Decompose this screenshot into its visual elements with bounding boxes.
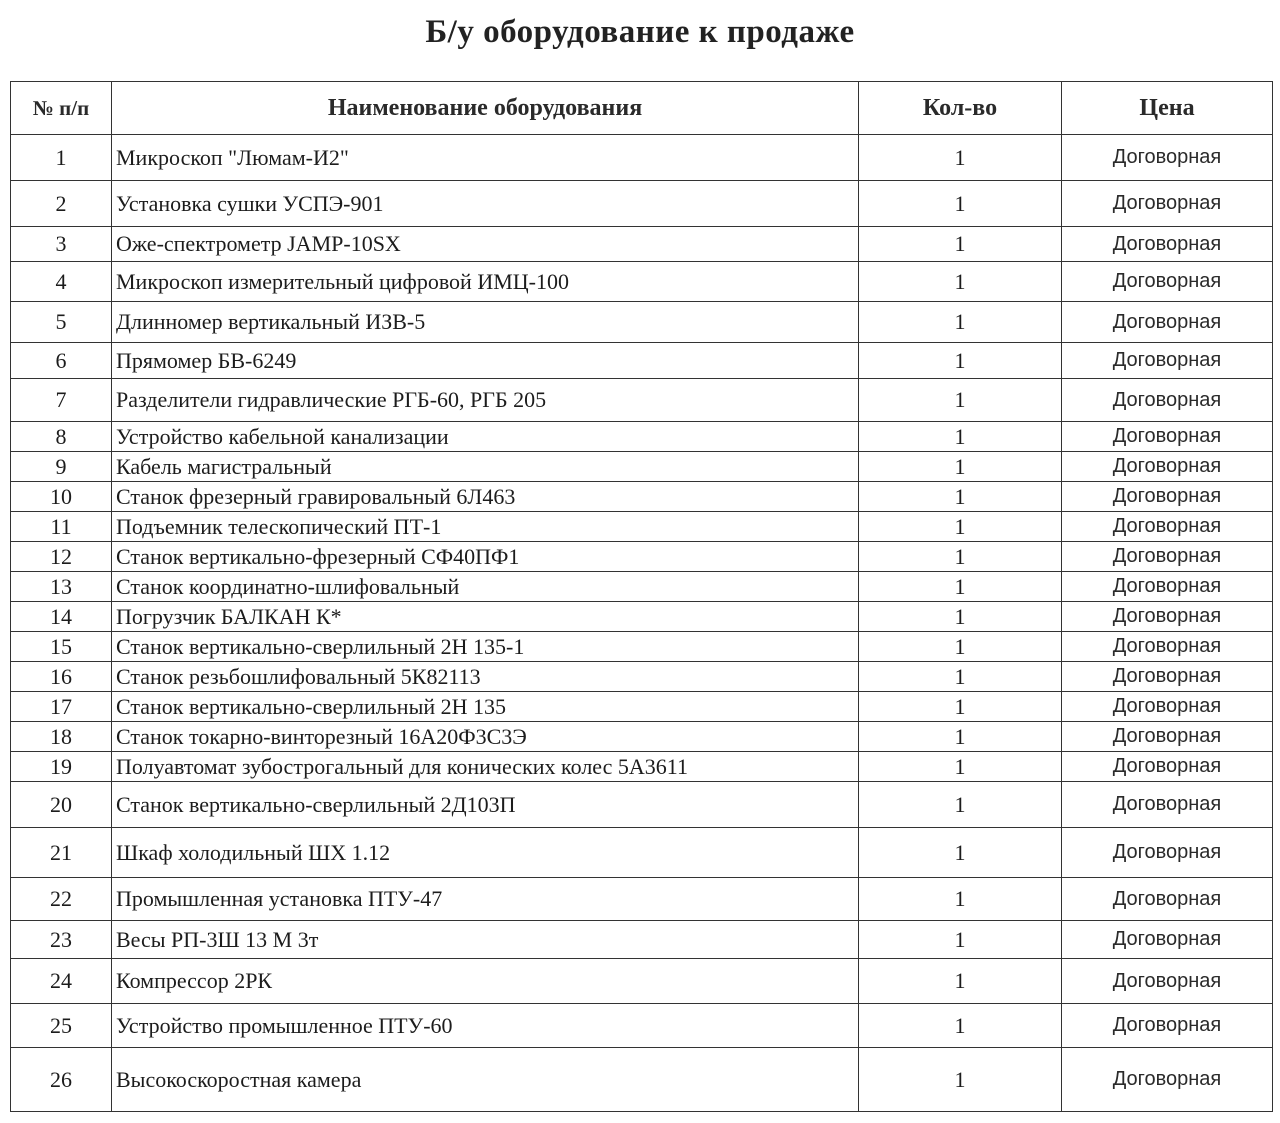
row-name-cell: Полуавтомат зубострогальный для конических колес 5А3611 (112, 752, 859, 782)
row-name-cell: Станок токарно-винторезный 16А20Ф3С3Э (112, 722, 859, 752)
table-row (11, 181, 1273, 227)
row-price-cell: Договорная (1062, 632, 1273, 662)
row-number-cell: 16 (11, 662, 112, 692)
row-name-cell: Шкаф холодильный ШХ 1.12 (112, 828, 859, 878)
row-number-cell: 18 (11, 722, 112, 752)
row-name-cell: Длинномер вертикальный ИЗВ-5 (112, 302, 859, 343)
table-header-row (11, 82, 1273, 135)
row-qty-cell: 1 (859, 512, 1062, 542)
table-row (11, 482, 1273, 512)
table-row (11, 1048, 1273, 1112)
row-number-cell: 12 (11, 542, 112, 572)
row-number-cell: 25 (11, 1004, 112, 1048)
header-qty: Кол-во (859, 82, 1062, 135)
table-row (11, 512, 1273, 542)
row-number-cell: 2 (11, 181, 112, 227)
row-qty-cell: 1 (859, 692, 1062, 722)
row-number-cell: 4 (11, 262, 112, 302)
table-row (11, 135, 1273, 181)
equipment-table (10, 81, 1273, 1112)
row-price-cell: Договорная (1062, 1048, 1273, 1112)
table-row (11, 921, 1273, 959)
row-qty-cell: 1 (859, 572, 1062, 602)
table-row (11, 262, 1273, 302)
row-number-cell: 5 (11, 302, 112, 343)
row-price-cell: Договорная (1062, 572, 1273, 602)
row-qty-cell: 1 (859, 662, 1062, 692)
row-number-cell: 14 (11, 602, 112, 632)
row-qty-cell: 1 (859, 227, 1062, 262)
table-row (11, 452, 1273, 482)
table-row (11, 227, 1273, 262)
row-price-cell: Договорная (1062, 452, 1273, 482)
table-row (11, 752, 1273, 782)
table-row (11, 782, 1273, 828)
header-name: Наименование оборудования (112, 82, 859, 135)
row-name-cell: Станок фрезерный гравировальный 6Л463 (112, 482, 859, 512)
row-name-cell: Прямомер БВ-6249 (112, 343, 859, 379)
row-price-cell: Договорная (1062, 302, 1273, 343)
row-qty-cell: 1 (859, 422, 1062, 452)
row-name-cell: Кабель магистральный (112, 452, 859, 482)
row-name-cell: Оже-спектрометр JAMP-10SX (112, 227, 859, 262)
row-number-cell: 24 (11, 959, 112, 1004)
row-price-cell: Договорная (1062, 662, 1273, 692)
row-qty-cell: 1 (859, 135, 1062, 181)
row-qty-cell: 1 (859, 262, 1062, 302)
row-qty-cell: 1 (859, 782, 1062, 828)
row-qty-cell: 1 (859, 379, 1062, 422)
row-number-cell: 22 (11, 878, 112, 921)
row-number-cell: 6 (11, 343, 112, 379)
row-number-cell: 10 (11, 482, 112, 512)
row-name-cell: Станок вертикально-фрезерный СФ40ПФ1 (112, 542, 859, 572)
row-qty-cell: 1 (859, 959, 1062, 1004)
row-qty-cell: 1 (859, 343, 1062, 379)
row-qty-cell: 1 (859, 1048, 1062, 1112)
table-row (11, 542, 1273, 572)
row-price-cell: Договорная (1062, 1004, 1273, 1048)
table-row (11, 602, 1273, 632)
row-name-cell: Разделители гидравлические РГБ-60, РГБ 205 (112, 379, 859, 422)
row-qty-cell: 1 (859, 1004, 1062, 1048)
row-price-cell: Договорная (1062, 482, 1273, 512)
row-number-cell: 3 (11, 227, 112, 262)
row-name-cell: Устройство промышленное ПТУ-60 (112, 1004, 859, 1048)
row-price-cell: Договорная (1062, 692, 1273, 722)
row-qty-cell: 1 (859, 302, 1062, 343)
row-name-cell: Промышленная установка ПТУ-47 (112, 878, 859, 921)
row-price-cell: Договорная (1062, 343, 1273, 379)
row-qty-cell: 1 (859, 722, 1062, 752)
row-name-cell: Микроскоп "Люмам-И2" (112, 135, 859, 181)
row-price-cell: Договорная (1062, 782, 1273, 828)
row-name-cell: Компрессор 2РК (112, 959, 859, 1004)
page-title: Б/у оборудование к продаже (425, 14, 855, 50)
row-qty-cell: 1 (859, 542, 1062, 572)
row-price-cell: Договорная (1062, 959, 1273, 1004)
row-number-cell: 17 (11, 692, 112, 722)
table-row (11, 302, 1273, 343)
row-name-cell: Высокоскоростная камера (112, 1048, 859, 1112)
row-qty-cell: 1 (859, 602, 1062, 632)
row-number-cell: 1 (11, 135, 112, 181)
row-price-cell: Договорная (1062, 227, 1273, 262)
row-price-cell: Договорная (1062, 722, 1273, 752)
row-qty-cell: 1 (859, 921, 1062, 959)
row-qty-cell: 1 (859, 482, 1062, 512)
row-name-cell: Станок вертикально-сверлильный 2Н 135-1 (112, 632, 859, 662)
row-number-cell: 23 (11, 921, 112, 959)
row-number-cell: 7 (11, 379, 112, 422)
row-price-cell: Договорная (1062, 379, 1273, 422)
row-name-cell: Станок вертикально-сверлильный 2Д103П (112, 782, 859, 828)
row-price-cell: Договорная (1062, 422, 1273, 452)
table-row (11, 422, 1273, 452)
table-row (11, 722, 1273, 752)
row-name-cell: Погрузчик БАЛКАН К* (112, 602, 859, 632)
row-price-cell: Договорная (1062, 921, 1273, 959)
table-row (11, 959, 1273, 1004)
row-name-cell: Станок резьбошлифовальный 5К82113 (112, 662, 859, 692)
header-price: Цена (1062, 82, 1273, 135)
row-name-cell: Станок координатно-шлифовальный (112, 572, 859, 602)
row-qty-cell: 1 (859, 181, 1062, 227)
row-number-cell: 26 (11, 1048, 112, 1112)
table-row (11, 662, 1273, 692)
row-qty-cell: 1 (859, 452, 1062, 482)
row-name-cell: Подъемник телескопический ПТ-1 (112, 512, 859, 542)
table-row (11, 572, 1273, 602)
row-price-cell: Договорная (1062, 262, 1273, 302)
row-name-cell: Установка сушки УСПЭ-901 (112, 181, 859, 227)
row-price-cell: Договорная (1062, 878, 1273, 921)
row-number-cell: 11 (11, 512, 112, 542)
row-price-cell: Договорная (1062, 752, 1273, 782)
table-row (11, 828, 1273, 878)
table-row (11, 343, 1273, 379)
row-price-cell: Договорная (1062, 181, 1273, 227)
table-row (11, 379, 1273, 422)
table-row (11, 632, 1273, 662)
row-qty-cell: 1 (859, 878, 1062, 921)
row-number-cell: 9 (11, 452, 112, 482)
row-name-cell: Весы РП-3Ш 13 М 3т (112, 921, 859, 959)
row-qty-cell: 1 (859, 752, 1062, 782)
table-row (11, 878, 1273, 921)
row-number-cell: 13 (11, 572, 112, 602)
row-name-cell: Микроскоп измерительный цифровой ИМЦ-100 (112, 262, 859, 302)
row-qty-cell: 1 (859, 632, 1062, 662)
header-num: № п/п (11, 82, 112, 135)
row-price-cell: Договорная (1062, 602, 1273, 632)
table-row (11, 692, 1273, 722)
row-name-cell: Устройство кабельной канализации (112, 422, 859, 452)
row-price-cell: Договорная (1062, 828, 1273, 878)
row-price-cell: Договорная (1062, 135, 1273, 181)
row-price-cell: Договорная (1062, 512, 1273, 542)
row-number-cell: 15 (11, 632, 112, 662)
row-number-cell: 21 (11, 828, 112, 878)
row-price-cell: Договорная (1062, 542, 1273, 572)
row-number-cell: 8 (11, 422, 112, 452)
row-qty-cell: 1 (859, 828, 1062, 878)
row-number-cell: 20 (11, 782, 112, 828)
row-name-cell: Станок вертикально-сверлильный 2Н 135 (112, 692, 859, 722)
row-number-cell: 19 (11, 752, 112, 782)
table-row (11, 1004, 1273, 1048)
